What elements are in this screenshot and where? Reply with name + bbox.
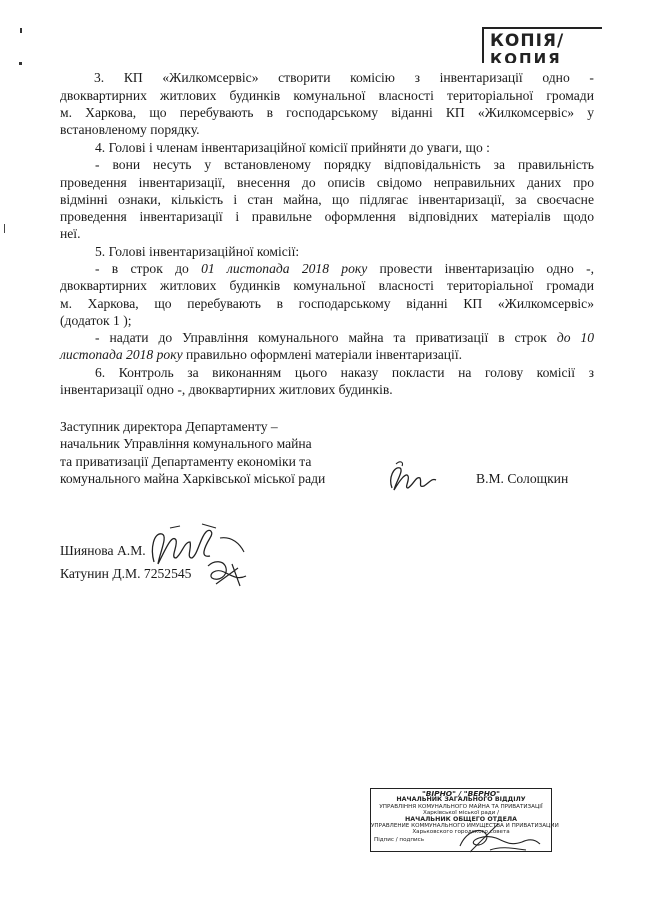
paragraph-3-line-1: 3. КП «Жилкомсервіс» створити комісію з інвентаризації одно - bbox=[94, 70, 594, 85]
stamp-signature bbox=[440, 812, 545, 860]
executor-2: Катунин Д.М. 7252545 bbox=[60, 566, 192, 581]
paragraph-3-line-4: встановленому порядку. bbox=[60, 122, 200, 137]
paragraph-3-line-3: м. Харкова, що перебувають в господарському віданні КП «Жилкомсервіс» у bbox=[60, 105, 594, 120]
stamp-line-2: НАЧАЛЬНИК ЗАГАЛЬНОГО ВІДДІЛУ bbox=[396, 796, 526, 804]
paragraph-3-line-2: двоквартирних житлових будинків комунальної власності територіальної громади bbox=[60, 88, 594, 103]
executor-signature bbox=[140, 518, 255, 590]
deadline-date-2b: листопада 2018 року bbox=[60, 347, 183, 362]
deadline-date-2a: до 10 bbox=[556, 330, 594, 345]
stamp-line-7: Харьковского городского совета bbox=[412, 829, 510, 836]
margin-mark bbox=[20, 28, 22, 33]
copy-stamp-line2: КОПИЯ bbox=[490, 50, 562, 63]
signatory-title-line-2: начальник Управління комунального майна bbox=[60, 436, 312, 451]
paragraph-6-line-1: 6. Контроль за виконанням цього наказу покласти на голову комісії з bbox=[95, 365, 594, 380]
stamp-line-4: Харківської міської ради / bbox=[423, 810, 499, 817]
margin-mark bbox=[19, 62, 22, 65]
paragraph-5-line-1: 5. Голові інвентаризаційної комісії: bbox=[95, 244, 300, 259]
paragraph-4-line-4: відмінні ознаки, кількість і стан майна, що підлягає інвентаризації, за своєчасне bbox=[60, 192, 594, 207]
paragraph-4-line-2: - вони несуть у встановленому порядку відповідальність за правильність bbox=[95, 157, 594, 172]
signatory-title-line-1: Заступник директора Департаменту – bbox=[60, 419, 278, 434]
signatory-title-line-3: та приватизації Департаменту економіки та bbox=[60, 454, 312, 469]
paragraph-5-line-6: - надати до Управління комунального майна та приватизації в строк до 10 bbox=[95, 330, 594, 345]
director-signature bbox=[382, 458, 442, 498]
executor-1: Шиянова А.М. bbox=[60, 543, 146, 558]
paragraph-6-line-2: інвентаризації одно -, двоквартирних житлових будинків. bbox=[60, 382, 393, 397]
signatory-name: В.М. Солощкин bbox=[476, 471, 569, 486]
stamp-line-1: "ВІРНО" / "ВЕРНО" bbox=[421, 789, 501, 798]
stamp-line-5: НАЧАЛЬНИК ОБЩЕГО ОТДЕЛА bbox=[404, 815, 518, 823]
paragraph-5-line-3: двоквартирних житлових будинків комунальної власності територіальної громади bbox=[60, 278, 594, 293]
margin-mark bbox=[4, 224, 5, 233]
copy-stamp-line1: КОПІЯ/ bbox=[490, 31, 565, 51]
paragraph-4-line-3: проведення інвентаризації, внесення до описів свідомо неправильних даних про bbox=[60, 175, 594, 190]
signatory-title-line-4: комунального майна Харківської міської ради bbox=[60, 471, 326, 486]
stamp-line-3: УПРАВЛІННЯ КОМУНАЛЬНОГО МАЙНА ТА ПРИВАТИЗАЦІЇ bbox=[379, 803, 543, 810]
paragraph-5-line-4: м. Харкова, що перебувають в господарському віданні КП «Жилкомсервіс» bbox=[60, 296, 594, 311]
paragraph-4-line-5: проведення інвентаризації і правильне оформлення відповідних матеріалів щодо bbox=[60, 209, 594, 224]
paragraph-5-line-7: листопада 2018 року правильно оформлені матеріали інвентаризації. bbox=[60, 347, 463, 362]
stamp-line-8: Підпис / подпись bbox=[374, 836, 425, 843]
paragraph-4-line-1: 4. Голові і членам інвентаризаційної комісії прийняти до уваги, що : bbox=[95, 140, 490, 155]
paragraph-5-line-2: - в строк до 01 листопада 2018 року провести інвентаризацію одно -, bbox=[95, 261, 594, 276]
stamp-line-6: УПРАВЛЕНИЕ КОММУНАЛЬНОГО ИМУЩЕСТВА И ПРИВАТИЗАЦИИ bbox=[371, 823, 559, 830]
deadline-date-1: 01 листопада 2018 року bbox=[201, 261, 368, 276]
paragraph-4-line-6: неї. bbox=[60, 226, 81, 241]
paragraph-5-line-5: (додаток 1 ); bbox=[60, 313, 132, 328]
copy-stamp bbox=[482, 27, 602, 63]
